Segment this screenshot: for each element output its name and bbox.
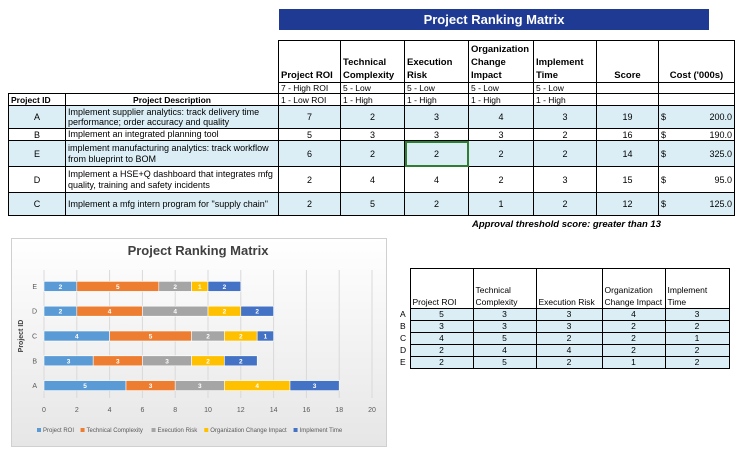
- row-label: A: [398, 309, 410, 321]
- cell-roi[interactable]: 2: [279, 193, 341, 216]
- cell-score[interactable]: 14: [597, 141, 659, 167]
- cell-roi[interactable]: 4: [410, 333, 473, 345]
- cell-tech[interactable]: 5: [473, 333, 536, 345]
- header-score[interactable]: Score: [597, 41, 659, 83]
- cell-risk[interactable]: 3: [536, 321, 602, 333]
- cost-value: 200.0: [709, 112, 732, 122]
- cell-time[interactable]: 2: [665, 321, 729, 333]
- data-label: 3: [312, 383, 317, 391]
- y-tick-label: B: [32, 358, 37, 366]
- cell-risk[interactable]: 2: [405, 193, 469, 216]
- table-row[interactable]: [9, 141, 735, 167]
- header-implement-time[interactable]: Implement Time: [534, 41, 597, 83]
- data-label: 4: [255, 383, 260, 391]
- cell-org[interactable]: 1: [469, 193, 534, 216]
- header-implement-time[interactable]: Implement Time: [665, 269, 729, 309]
- header-project-roi[interactable]: Project ROI: [279, 41, 341, 83]
- data-label: 5: [148, 333, 153, 341]
- scale-roi-low[interactable]: 1 - Low ROI: [279, 94, 341, 106]
- cell-risk[interactable]: 2: [536, 357, 602, 369]
- cell-risk[interactable]: 3: [536, 309, 602, 321]
- scale-risk-low[interactable]: 5 - Low: [405, 83, 469, 94]
- y-tick-label: D: [31, 308, 37, 316]
- legend-swatch: [294, 428, 298, 432]
- cell-risk-selected[interactable]: 2: [405, 141, 469, 167]
- cell-cost[interactable]: [659, 141, 735, 167]
- cell-time[interactable]: 3: [534, 106, 597, 129]
- data-label: 4: [74, 333, 79, 341]
- data-label: 2: [222, 308, 227, 316]
- header-execution-risk[interactable]: Execution Risk: [536, 269, 602, 309]
- table-row[interactable]: [398, 321, 729, 333]
- cell-project-id[interactable]: D: [9, 167, 66, 193]
- legend-swatch: [37, 428, 41, 432]
- cost-scale-cell[interactable]: [659, 83, 735, 94]
- cell-project-id[interactable]: B: [9, 129, 66, 141]
- data-label: 3: [66, 358, 71, 366]
- table-row[interactable]: [398, 309, 729, 321]
- cell-project-id[interactable]: A: [9, 106, 66, 129]
- x-tick-label: 10: [204, 407, 212, 414]
- cell-risk[interactable]: 4: [536, 345, 602, 357]
- legend-label: Implement Time: [299, 428, 343, 434]
- cell-time[interactable]: 2: [665, 357, 729, 369]
- ranking-matrix-table: [8, 40, 735, 216]
- cell-roi[interactable]: 5: [279, 129, 341, 141]
- cell-score[interactable]: 12: [597, 193, 659, 216]
- cell-roi[interactable]: 3: [410, 321, 473, 333]
- cell-time[interactable]: 2: [534, 193, 597, 216]
- data-label: 2: [238, 333, 243, 341]
- cell-risk[interactable]: 3: [405, 106, 469, 129]
- cell-project-id[interactable]: E: [9, 141, 66, 167]
- cost-value: 190.0: [709, 129, 732, 140]
- legend-swatch: [152, 428, 156, 432]
- row-label: E: [398, 357, 410, 369]
- data-label: 2: [58, 308, 63, 316]
- currency-symbol: $: [661, 129, 667, 140]
- cell-tech[interactable]: 3: [473, 309, 536, 321]
- data-label: 3: [148, 383, 153, 391]
- cell-org[interactable]: 4: [602, 309, 665, 321]
- cell-description[interactable]: implement manufacturing analytics: track workflow from blueprint to BOM: [66, 141, 279, 167]
- currency-symbol: $: [661, 199, 667, 209]
- x-tick-label: 16: [302, 407, 311, 414]
- table-row[interactable]: [9, 106, 735, 129]
- y-tick-label: C: [31, 333, 37, 341]
- currency-symbol: $: [661, 174, 667, 185]
- data-label: 2: [206, 358, 210, 366]
- cell-cost[interactable]: [659, 167, 735, 193]
- header-technical-complexity[interactable]: Technical Complexity: [473, 269, 536, 309]
- cell-description[interactable]: Implement an integrated planning tool: [66, 129, 279, 141]
- scale-risk-high[interactable]: 1 - High: [405, 94, 469, 106]
- cell-roi[interactable]: 2: [410, 357, 473, 369]
- currency-symbol: $: [661, 112, 667, 122]
- x-tick-label: 6: [140, 407, 145, 414]
- header-org-change-impact[interactable]: Organization Change Impact: [602, 269, 665, 309]
- approval-threshold-note: Approval threshold score: greater than 13: [472, 219, 661, 230]
- chart-title: Project Ranking Matrix: [127, 243, 269, 258]
- data-label: 2: [222, 283, 227, 291]
- cell-tech[interactable]: 3: [341, 129, 405, 141]
- cell-score[interactable]: 16: [597, 129, 659, 141]
- table-row[interactable]: [398, 333, 729, 345]
- currency-symbol: $: [661, 148, 667, 159]
- cell-tech[interactable]: 4: [473, 345, 536, 357]
- cell-risk[interactable]: 2: [536, 333, 602, 345]
- score-scale-cell-2[interactable]: [597, 94, 659, 106]
- cell-org[interactable]: 2: [602, 321, 665, 333]
- cell-roi[interactable]: 6: [279, 141, 341, 167]
- cell-cost[interactable]: [659, 129, 735, 141]
- cell-time[interactable]: 3: [665, 309, 729, 321]
- cell-tech[interactable]: 3: [473, 321, 536, 333]
- row-label: D: [398, 345, 410, 357]
- cell-tech[interactable]: 5: [341, 193, 405, 216]
- data-label: 1: [197, 283, 202, 291]
- data-label: 5: [115, 283, 120, 291]
- y-axis-title: Project ID: [18, 319, 25, 353]
- cell-org[interactable]: 3: [469, 129, 534, 141]
- scale-tech-low[interactable]: 5 - Low: [341, 83, 405, 94]
- cell-tech[interactable]: 2: [341, 106, 405, 129]
- cell-tech[interactable]: 2: [341, 141, 405, 167]
- x-tick-label: 0: [42, 407, 46, 414]
- cell-risk[interactable]: 3: [405, 129, 469, 141]
- cell-roi[interactable]: 7: [279, 106, 341, 129]
- scale-time-high[interactable]: 1 - High: [534, 94, 597, 106]
- header-project-roi[interactable]: Project ROI: [410, 269, 473, 309]
- legend-label: Project ROI: [43, 428, 75, 434]
- header-technical-complexity[interactable]: Technical Complexity: [341, 41, 405, 83]
- data-label: 2: [58, 283, 63, 291]
- cell-org[interactable]: 4: [469, 106, 534, 129]
- cell-cost[interactable]: [659, 193, 735, 216]
- cell-org[interactable]: 2: [602, 345, 665, 357]
- cell-risk[interactable]: 4: [405, 167, 469, 193]
- cost-value: 325.0: [709, 148, 732, 159]
- x-tick-label: 4: [107, 407, 112, 414]
- cost-scale-cell-2[interactable]: [659, 94, 735, 106]
- score-scale-cell[interactable]: [597, 83, 659, 94]
- header-cost[interactable]: Cost ('000s): [659, 41, 735, 83]
- data-label: 2: [255, 308, 260, 316]
- cell-roi[interactable]: 5: [410, 309, 473, 321]
- cost-value: 95.0: [714, 174, 732, 185]
- cell-description[interactable]: Implement a mfg intern program for "supply chain": [66, 193, 279, 216]
- cell-cost[interactable]: [659, 106, 735, 129]
- table-row[interactable]: [398, 345, 729, 357]
- scale-time-low[interactable]: 5 - Low: [534, 83, 597, 94]
- y-tick-label: A: [32, 383, 37, 391]
- x-tick-label: 12: [236, 407, 245, 414]
- cell-roi[interactable]: 2: [279, 167, 341, 193]
- cell-project-id[interactable]: C: [9, 193, 66, 216]
- matrix-banner-title: Project Ranking Matrix: [279, 9, 709, 30]
- scale-tech-high[interactable]: 1 - High: [341, 94, 405, 106]
- scale-org-high[interactable]: 1 - High: [469, 94, 534, 106]
- data-label: 4: [173, 308, 178, 316]
- table-row[interactable]: [9, 129, 735, 141]
- table-row[interactable]: [398, 357, 729, 369]
- row-label: C: [398, 333, 410, 345]
- cell-tech[interactable]: 4: [341, 167, 405, 193]
- scale-org-low[interactable]: 5 - Low: [469, 83, 534, 94]
- legend-swatch: [204, 428, 208, 432]
- data-label: 3: [115, 358, 120, 366]
- stacked-bar-chart[interactable]: [11, 238, 385, 445]
- y-tick-label: E: [32, 283, 37, 291]
- cell-tech[interactable]: 5: [473, 357, 536, 369]
- table-row[interactable]: [9, 193, 735, 216]
- cell-score[interactable]: 15: [597, 167, 659, 193]
- cell-time[interactable]: 1: [665, 333, 729, 345]
- x-tick-label: 14: [269, 407, 278, 414]
- cell-roi[interactable]: 2: [410, 345, 473, 357]
- cell-time[interactable]: 2: [534, 141, 597, 167]
- header-org-change-impact[interactable]: Organization Change Impact: [469, 41, 534, 83]
- header-execution-risk[interactable]: Execution Risk: [405, 41, 469, 83]
- cell-org[interactable]: 2: [469, 167, 534, 193]
- header-project-id[interactable]: Project ID: [9, 94, 66, 106]
- data-label: 3: [165, 358, 169, 366]
- x-tick-label: 8: [173, 407, 178, 414]
- legend-swatch: [81, 428, 85, 432]
- legend-label: Execution Risk: [157, 428, 198, 434]
- data-label: 2: [238, 358, 243, 366]
- cost-value: 125.0: [709, 199, 732, 209]
- header-project-description[interactable]: Project Description: [66, 94, 279, 106]
- scale-roi-high[interactable]: 7 - High ROI: [279, 83, 341, 94]
- table-row[interactable]: [9, 167, 735, 193]
- cell-org[interactable]: 2: [602, 333, 665, 345]
- legend-label: Organization Change Impact: [210, 428, 287, 434]
- cell-time[interactable]: 2: [665, 345, 729, 357]
- data-label: 3: [197, 383, 202, 391]
- cell-org[interactable]: 1: [602, 357, 665, 369]
- data-label: 2: [173, 283, 178, 291]
- cell-description[interactable]: Implement a HSE+Q dashboard that integrates mfg quality, training and safety incidents: [66, 167, 279, 193]
- corner-cell: [398, 269, 410, 309]
- cell-time[interactable]: 3: [534, 167, 597, 193]
- cell-description[interactable]: Implement supplier analytics: track delivery time performance; order accuracy and quality: [66, 106, 279, 129]
- x-tick-label: 18: [335, 407, 344, 414]
- data-label: 4: [107, 308, 112, 316]
- data-label: 2: [206, 333, 210, 341]
- x-tick-label: 2: [74, 407, 79, 414]
- row-label: B: [398, 321, 410, 333]
- data-label: 1: [263, 333, 268, 341]
- data-label: 5: [83, 383, 87, 391]
- x-tick-label: 20: [368, 407, 376, 414]
- cell-org[interactable]: 2: [469, 141, 534, 167]
- cell-time[interactable]: 2: [534, 129, 597, 141]
- legend-label: Technical Complexity: [86, 428, 143, 434]
- score-summary-table: [398, 268, 730, 369]
- cell-score[interactable]: 19: [597, 106, 659, 129]
